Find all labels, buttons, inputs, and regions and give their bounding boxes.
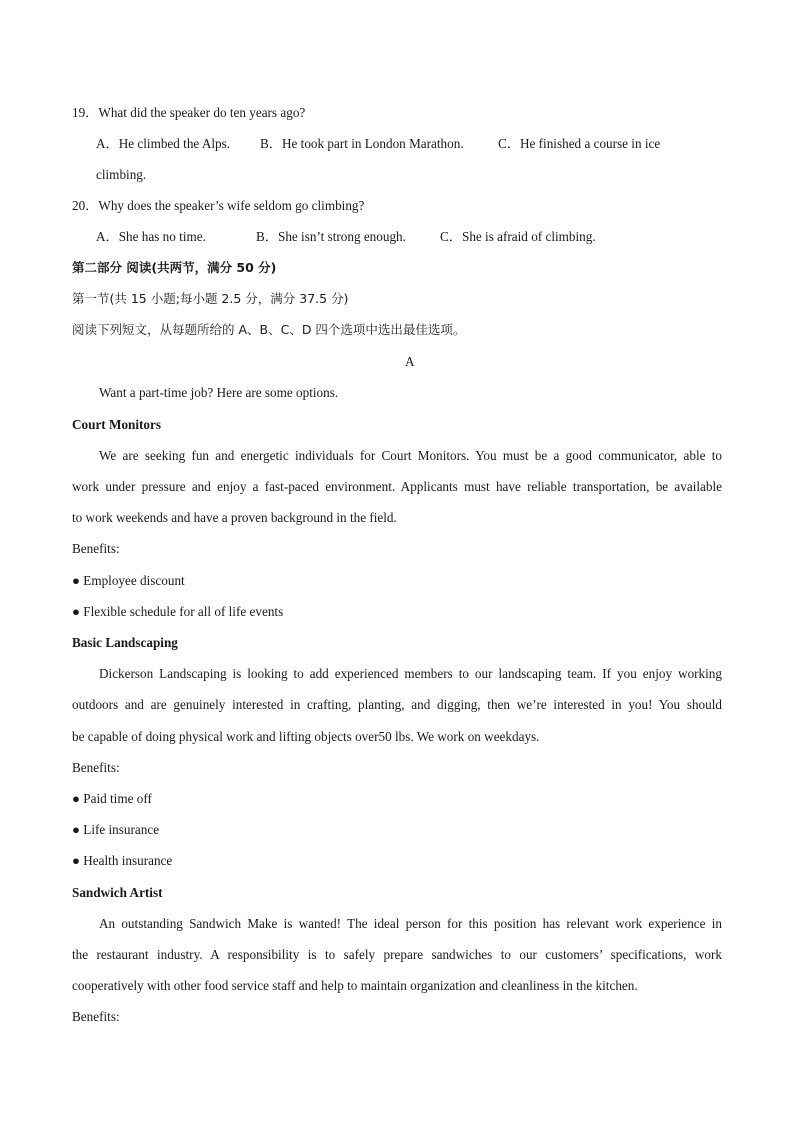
question-19-option-a: A．He climbed the Alps. [96,136,231,151]
benefit-item: ● Paid time off [72,791,152,806]
job-description-line: cooperatively with other food service staff and help to maintain organization and cleanliness in the kitchen. [72,978,638,993]
job-description-line: the restaurant industry. A responsibility is to safely prepare sandwiches to our customers’ specifications, work [72,947,722,962]
job-description-line: to work weekends and have a proven background in the field. [72,510,397,525]
question-19-option-c: C．He finished a course in ice [498,136,661,151]
job-description-line: Dickerson Landscaping is looking to add experienced members to our landscaping team. If you enjoy working [99,666,722,681]
question-19-option-c-continued: climbing. [96,167,147,182]
part-two-title: 第二部分 阅读(共两节，满分 50 分) [72,260,277,275]
passage-intro: Want a part-time job? Here are some options. [99,385,339,400]
benefit-item: ● Health insurance [72,853,173,868]
question-20-stem: 20．Why does the speaker’s wife seldom go climbing? [72,198,365,213]
benefits-label: Benefits: [72,1009,120,1024]
job-description-line: An outstanding Sandwich Make is wanted! The ideal person for this position has relevant work experience in [99,916,722,931]
job-description-line: We are seeking fun and energetic individuals for Court Monitors. You must be a good communicator, able to [99,448,722,463]
benefit-item: ● Life insurance [72,822,160,837]
job-description-line: work under pressure and enjoy a fast-paced environment. Applicants must have reliable transportation, be available [72,479,722,494]
benefit-item: ● Flexible schedule for all of life events [72,604,284,619]
job-title-basic-landscaping: Basic Landscaping [72,635,178,650]
question-20-option-c: C．She is afraid of climbing. [440,229,596,244]
job-title-sandwich-artist: Sandwich Artist [72,885,163,900]
question-19-option-b: B．He took part in London Marathon. [260,136,464,151]
section-one-title: 第一节(共 15 小题;每小题 2.5 分，满分 37.5 分) [72,291,349,306]
job-title-court-monitors: Court Monitors [72,417,162,432]
job-description-line: be capable of doing physical work and lifting objects over50 lbs. We work on weekdays. [72,729,540,744]
question-20-option-a: A．She has no time. [96,229,206,244]
question-19-stem: 19．What did the speaker do ten years ago? [72,105,306,120]
benefit-item: ● Employee discount [72,573,185,588]
benefits-label: Benefits: [72,541,120,556]
benefits-label: Benefits: [72,760,120,775]
passage-label: A [405,354,415,369]
question-20-option-b: B．She isn’t strong enough. [256,229,406,244]
reading-instruction: 阅读下列短文，从每题所给的 A、B、C、D 四个选项中选出最佳选项。 [72,322,466,337]
job-description-line: outdoors and are genuinely interested in crafting, planting, and digging, then we’re interested in you! You should [72,697,722,712]
